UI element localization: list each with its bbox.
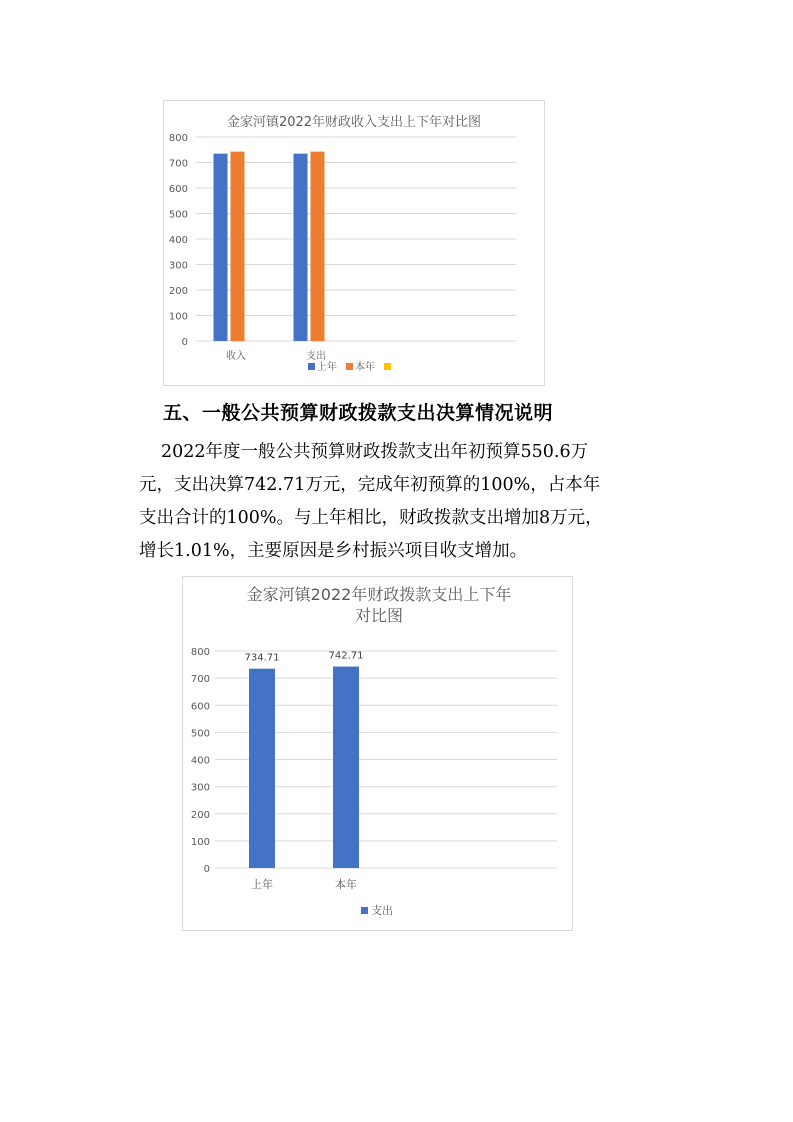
legend-label: 本年 bbox=[355, 362, 375, 373]
legend-swatch bbox=[346, 363, 353, 370]
paragraph-line: 支出合计的100%。与上年相比，财政拨款支出增加8万元， bbox=[139, 508, 603, 528]
y-tick-label: 200 bbox=[168, 286, 188, 297]
y-tick-label: 700 bbox=[168, 158, 188, 170]
bar-expenditure bbox=[249, 669, 275, 868]
bar-previous-year bbox=[294, 154, 308, 341]
chart-title: 金家河镇2022年财政拨款支出上下年 bbox=[246, 585, 512, 604]
y-tick-label: 800 bbox=[168, 133, 188, 144]
legend-swatch bbox=[361, 907, 368, 914]
y-tick-label: 200 bbox=[190, 809, 210, 821]
y-tick-label: 300 bbox=[168, 260, 188, 272]
y-tick-label: 500 bbox=[190, 728, 210, 740]
chart-title: 金家河镇2022年财政收入支出上下年对比图 bbox=[226, 115, 482, 130]
y-tick-label: 600 bbox=[190, 701, 210, 713]
x-category-label: 上年 bbox=[251, 878, 273, 891]
section-paragraph bbox=[139, 436, 679, 568]
x-category-label: 本年 bbox=[335, 878, 357, 891]
bar-expenditure bbox=[333, 667, 359, 868]
bar-current-year bbox=[311, 152, 325, 341]
y-tick-label: 800 bbox=[190, 647, 210, 658]
paragraph-line: 增长1.01%，主要原因是乡村振兴项目收支增加。 bbox=[139, 541, 528, 561]
chart-title: 对比图 bbox=[354, 606, 404, 625]
paragraph-line: 元，支出决算742.71万元，完成年初预算的100%，占本年 bbox=[139, 475, 601, 495]
appropriation-chart bbox=[182, 576, 573, 931]
paragraph-line: 2022年度一般公共预算财政拨款支出年初预算550.6万 bbox=[161, 442, 589, 462]
y-tick-label: 300 bbox=[190, 782, 210, 794]
bar-current-year bbox=[231, 152, 245, 341]
y-tick-label: 600 bbox=[168, 184, 188, 195]
legend-label: 支出 bbox=[371, 904, 393, 917]
income-expense-chart bbox=[163, 100, 545, 386]
x-category-label: 收入 bbox=[226, 351, 246, 362]
y-tick-label: 100 bbox=[168, 311, 188, 323]
income-expense-chart-svg bbox=[164, 101, 544, 385]
bar-previous-year bbox=[214, 154, 228, 341]
data-label: 742.71 bbox=[328, 650, 364, 662]
legend-swatch bbox=[384, 363, 391, 370]
y-tick-label: 500 bbox=[168, 209, 188, 221]
legend-label: 上年 bbox=[317, 362, 337, 373]
appropriation-chart-svg bbox=[183, 577, 572, 930]
section-heading: 五、一般公共预算财政拨款支出决算情况说明 bbox=[163, 402, 554, 424]
y-tick-label: 0 bbox=[181, 337, 188, 348]
data-label: 734.71 bbox=[244, 652, 280, 664]
y-tick-label: 100 bbox=[190, 836, 210, 848]
legend-swatch bbox=[308, 363, 315, 370]
y-tick-label: 400 bbox=[190, 755, 210, 767]
x-category-label: 支出 bbox=[306, 351, 326, 362]
y-tick-label: 400 bbox=[168, 235, 188, 246]
y-tick-label: 0 bbox=[203, 864, 210, 875]
y-tick-label: 700 bbox=[190, 674, 210, 686]
